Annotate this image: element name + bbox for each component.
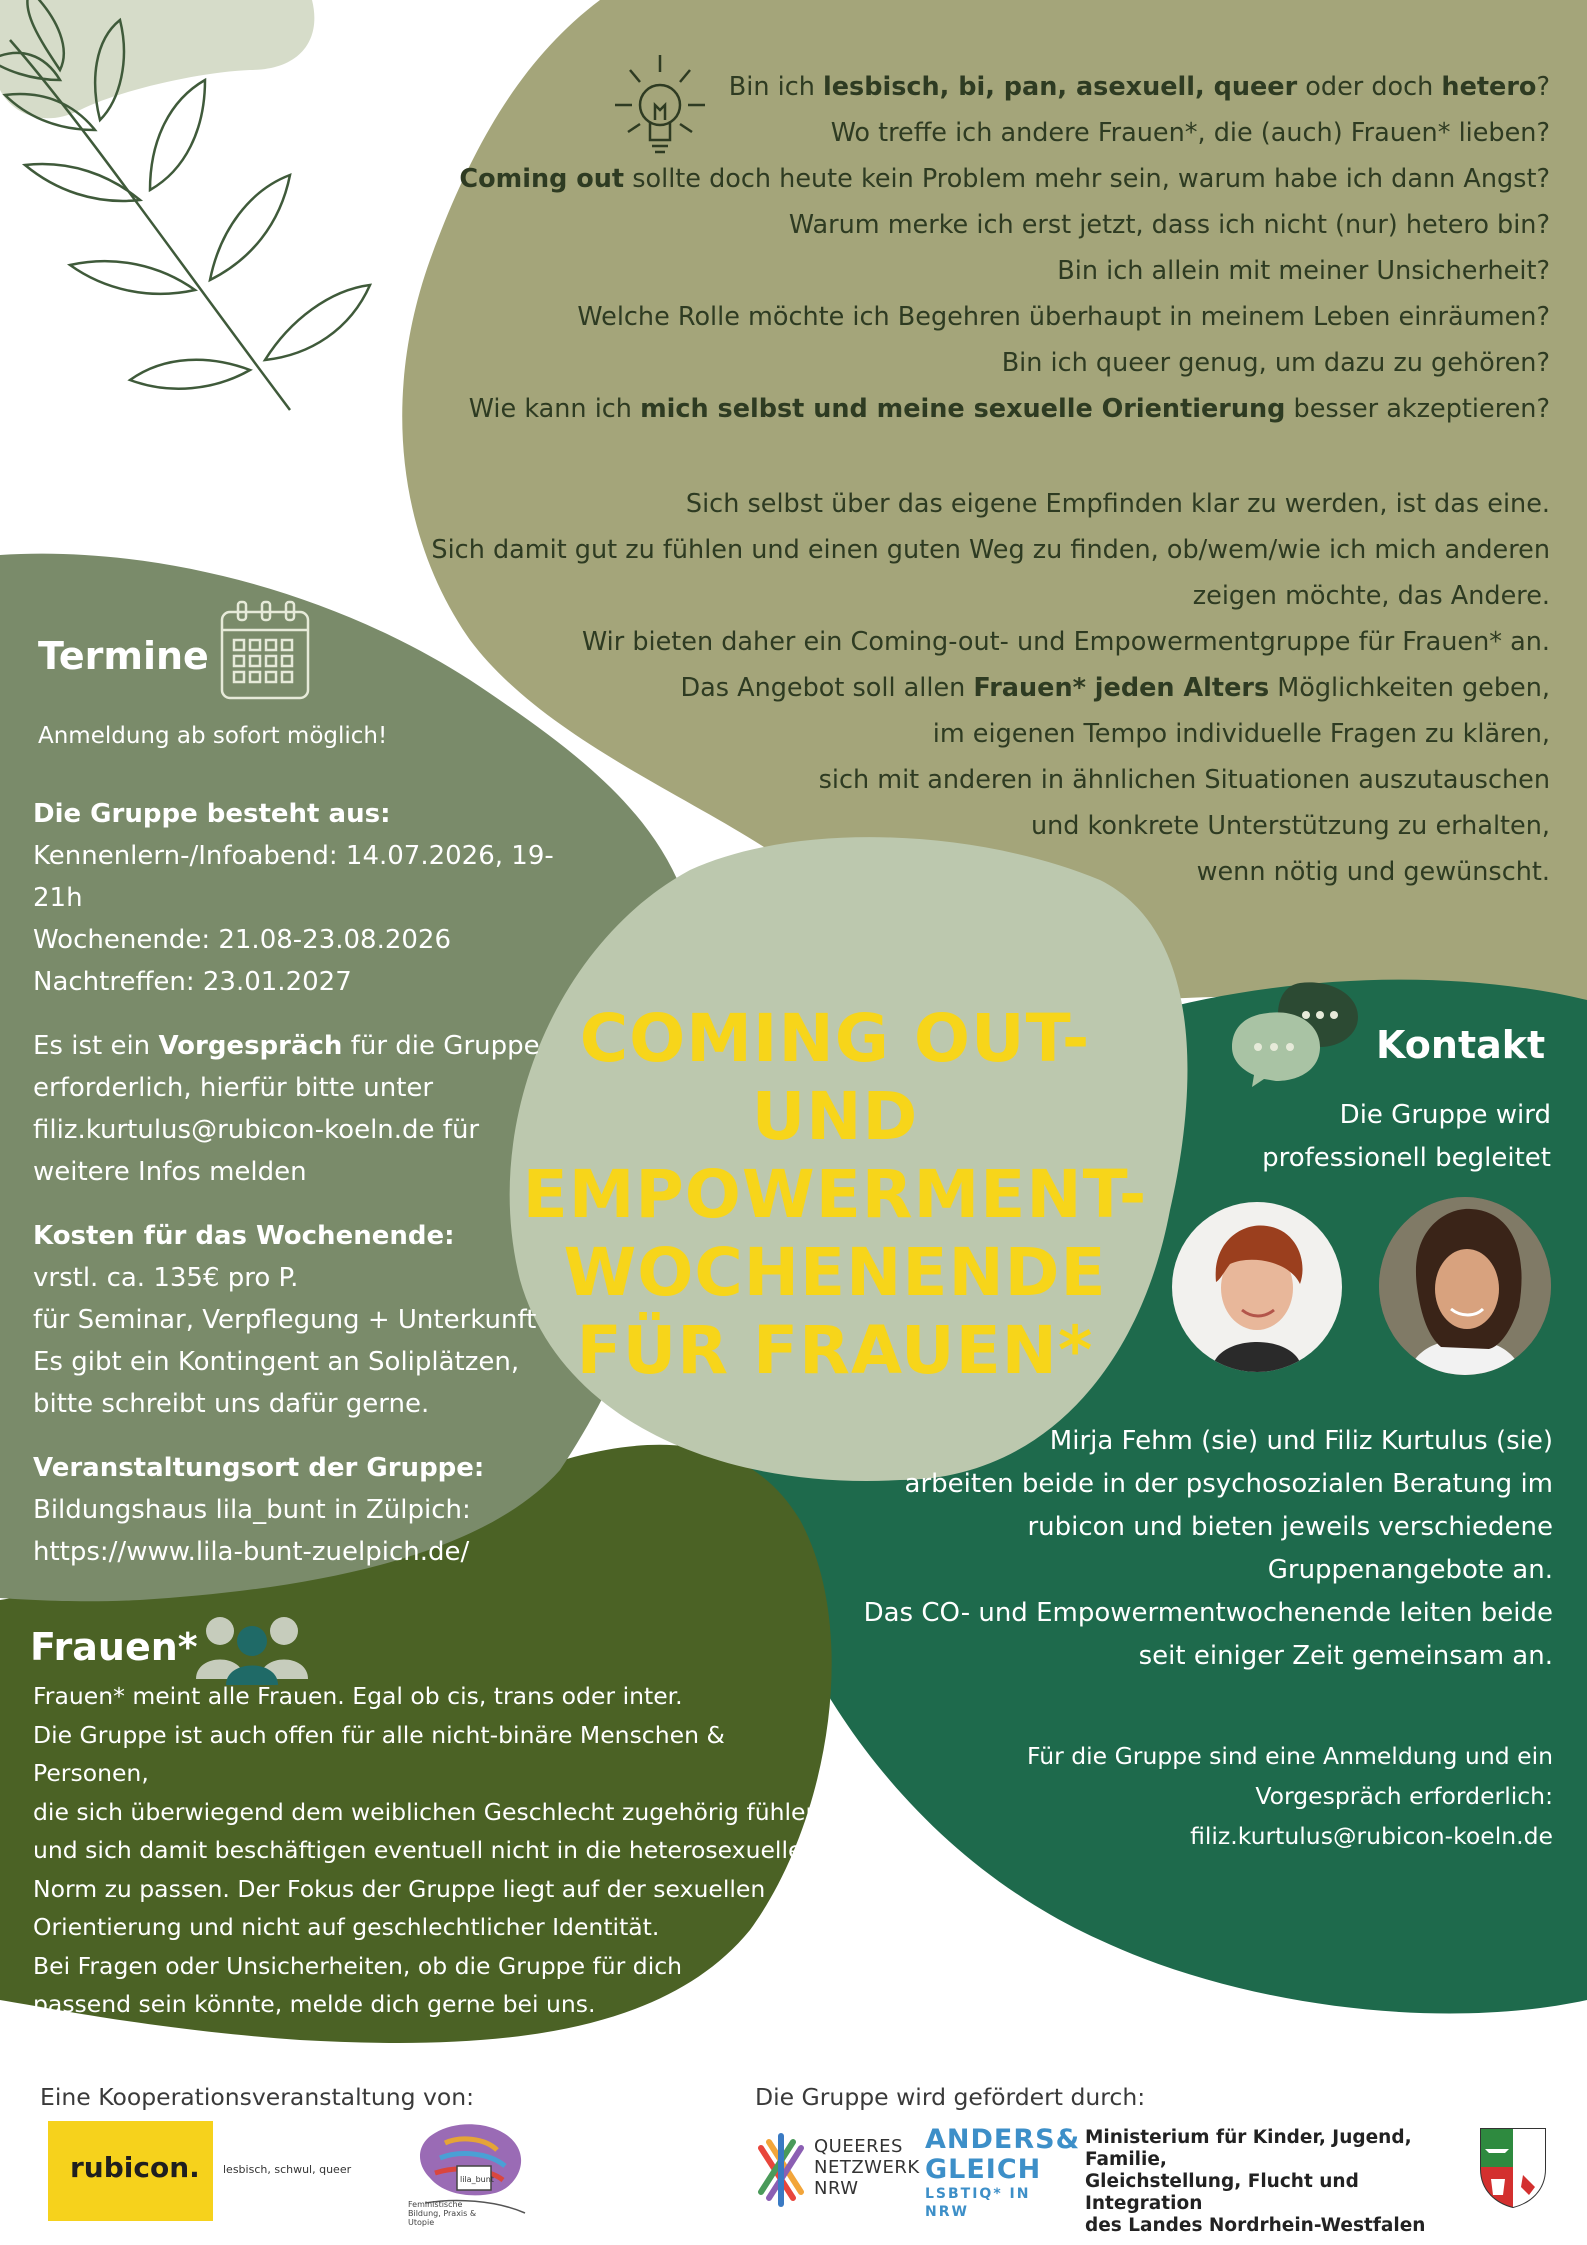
kontakt-contact xyxy=(933,1736,1553,1856)
kontakt-body xyxy=(813,1420,1553,1678)
termine-block-heading: Die Gruppe besteht aus: xyxy=(33,799,391,829)
termine-subtitle: Anmeldung ab sofort möglich! xyxy=(38,723,388,749)
question-line-segment: mich selbst und meine sexuelle Orientierung xyxy=(640,394,1286,424)
termine-line-segment: Es ist ein xyxy=(33,1031,159,1061)
frauen-body-line: Norm zu passen. Der Fokus der Gruppe liegt auf der sexuellen xyxy=(33,1874,766,1903)
question-line-segment: hetero xyxy=(1441,72,1537,102)
termine-block-line: Bildungshaus lila_bunt in Zülpich: xyxy=(33,1495,471,1525)
intro-line-segment: Frauen* jeden Alters xyxy=(973,673,1270,703)
rubicon-logo-text: rubicon. xyxy=(70,2151,200,2184)
headline-line: WOCHENENDE xyxy=(563,1234,1107,1311)
photo-mirja-fehm xyxy=(1172,1202,1342,1372)
termine-block xyxy=(33,1447,593,1573)
calendar-icon xyxy=(218,598,313,703)
kontakt-subtitle xyxy=(1151,1094,1551,1180)
question-line-segment: besser akzeptieren? xyxy=(1285,394,1550,424)
anders-gleich-logo xyxy=(925,2124,1081,2221)
intro-line-segment: Möglichkeiten geben, xyxy=(1269,673,1550,703)
frauen-body-line: Bei Fragen oder Unsicherheiten, ob die Gruppe für dich xyxy=(33,1951,683,1980)
termine-line-segment: filiz.kurtulus@rubicon-koeln.de für xyxy=(33,1115,480,1145)
intro-line-segment: wenn nötig und gewünscht. xyxy=(1196,857,1550,887)
intro-line-segment: Sich damit gut zu fühlen und einen guten Weg zu finden, ob/wem/wie ich mich anderen xyxy=(431,535,1550,565)
intro-line-segment: Das Angebot soll allen xyxy=(680,673,974,703)
question-line-segment: Coming out xyxy=(459,164,625,194)
intro-line xyxy=(400,711,1550,757)
frauen-title: Frauen* xyxy=(30,1625,198,1669)
questions-block xyxy=(420,64,1550,432)
termine-block xyxy=(33,793,593,1003)
ministry-line: des Landes Nordrhein-Westfalen xyxy=(1085,2215,1426,2236)
ministry-line: Gleichstellung, Flucht und Integration xyxy=(1085,2171,1359,2214)
termine-block-line: bitte schreibt uns dafür gerne. xyxy=(33,1389,430,1419)
termine-body xyxy=(33,793,593,1595)
intro-line-segment: Wir bieten daher ein Coming-out- und Empowermentgruppe für Frauen* an. xyxy=(582,627,1550,657)
termine-block-line: für Seminar, Verpflegung + Unterkunft xyxy=(33,1305,537,1335)
question-line-segment: Warum merke ich erst jetzt, dass ich nicht (nur) hetero bin? xyxy=(788,210,1550,240)
anders-line3: LSBTIQ* IN NRW xyxy=(925,2186,1031,2220)
question-line xyxy=(420,110,1550,156)
termine-block-line xyxy=(33,1067,593,1109)
ministry-logo-text xyxy=(1085,2127,1455,2237)
kontakt-body-line: Mirja Fehm (sie) und Filiz Kurtulus (sie) xyxy=(1049,1426,1553,1456)
people-group-icon xyxy=(192,1613,312,1685)
kontakt-body-line: rubicon und bieten jeweils verschiedene xyxy=(1027,1512,1553,1542)
termine-block-line: vrstl. ca. 135€ pro P. xyxy=(33,1263,299,1293)
termine-block-line xyxy=(33,1025,593,1067)
kontakt-subtitle-line: professionell begleitet xyxy=(1262,1143,1551,1173)
frauen-body-line: Frauen* meint alle Frauen. Egal ob cis, trans oder inter. xyxy=(33,1682,683,1710)
intro-line-segment: im eigenen Tempo individuelle Fragen zu klären, xyxy=(932,719,1550,749)
intro-line-segment: sich mit anderen in ähnlichen Situationen auszutauschen xyxy=(818,765,1550,795)
frauen-body-line: die sich überwiegend dem weiblichen Geschlecht zugehörig fühlen xyxy=(33,1797,821,1826)
intro-line xyxy=(400,527,1550,573)
termine-line-segment: für die Gruppe xyxy=(342,1031,540,1061)
termine-block-heading: Veranstaltungsort der Gruppe: xyxy=(33,1453,485,1483)
termine-block xyxy=(33,1215,593,1425)
question-line-segment: sollte doch heute kein Problem mehr sein, warum habe ich dann Angst? xyxy=(624,164,1550,194)
frauen-body-line: Orientierung und nicht auf geschlechtlicher Identität. xyxy=(33,1913,660,1941)
intro-line-segment: Sich selbst über das eigene Empfinden klar zu werden, ist das eine. xyxy=(685,489,1550,519)
queeres-netzwerk-text xyxy=(814,2136,920,2199)
question-line xyxy=(420,156,1550,202)
frauen-body-line: und sich damit beschäftigen eventuell nicht in die heterosexuelle xyxy=(33,1836,803,1864)
qn-line: QUEERES xyxy=(814,2136,903,2157)
qn-line: NETZWERK xyxy=(814,2157,920,2178)
termine-block-line: Wochenende: 21.08-23.08.2026 xyxy=(33,925,452,955)
chat-bubbles-icon xyxy=(1228,975,1363,1090)
funding-label: Die Gruppe wird gefördert durch: xyxy=(755,2083,1146,2111)
headline-line: COMING OUT- UND xyxy=(579,1000,1091,1155)
question-line-segment: Welche Rolle möchte ich Begehren überhaupt in meinem Leben einräumen? xyxy=(577,302,1550,332)
kontakt-email-link[interactable]: filiz.kurtulus@rubicon-koeln.de xyxy=(1190,1822,1553,1850)
question-line xyxy=(420,64,1550,110)
question-line-segment: Wie kann ich xyxy=(468,394,641,424)
termine-line-segment: erforderlich, hierfür bitte unter xyxy=(33,1073,434,1103)
termine-block-line xyxy=(33,1151,593,1193)
termine-block xyxy=(33,1025,593,1193)
cooperation-label: Eine Kooperationsveranstaltung von: xyxy=(40,2083,475,2111)
question-line xyxy=(420,386,1550,432)
kontakt-body-line: Das CO- und Empowermentwochenende leiten beide xyxy=(863,1598,1553,1628)
question-line-segment: Bin ich allein mit meiner Unsicherheit? xyxy=(1057,256,1550,286)
frauen-body-line: Die Gruppe ist auch offen für alle nicht-binäre Menschen & Personen, xyxy=(33,1720,725,1787)
kontakt-body-line: Gruppenangebote an. xyxy=(1267,1555,1553,1585)
question-line xyxy=(420,202,1550,248)
nrw-coat-of-arms-icon xyxy=(1477,2125,1549,2210)
headline-line: EMPOWERMENT- xyxy=(522,1156,1148,1233)
question-line-segment: lesbisch, bi, pan, asexuell, queer xyxy=(823,72,1298,102)
frauen-body-line: passend sein könnte, melde dich gerne bei uns. xyxy=(33,1990,596,2018)
rubicon-logo xyxy=(48,2121,213,2221)
lila-bunt-sign: lila_bunt xyxy=(460,2175,494,2184)
question-line xyxy=(420,340,1550,386)
photo-filiz-kurtulus xyxy=(1379,1197,1551,1375)
termine-block-line: Es gibt ein Kontingent an Soliplätzen, xyxy=(33,1347,520,1377)
intro-line xyxy=(400,573,1550,619)
intro-line xyxy=(400,619,1550,665)
anders-line2: GLEICH xyxy=(925,2154,1042,2185)
intro-line-segment: und konkrete Unterstützung zu erhalten, xyxy=(1030,811,1550,841)
anders-line1: ANDERS& xyxy=(925,2124,1081,2155)
intro-line-segment: zeigen möchte, das Andere. xyxy=(1192,581,1550,611)
question-line xyxy=(420,248,1550,294)
question-line-segment: Wo treffe ich andere Frauen*, die (auch) Frauen* lieben? xyxy=(830,118,1550,148)
kontakt-title: Kontakt xyxy=(1376,1023,1546,1067)
headline-line: FÜR FRAUEN* xyxy=(576,1312,1094,1389)
ministry-line: Ministerium für Kinder, Jugend, Familie, xyxy=(1085,2127,1412,2170)
termine-title: Termine xyxy=(38,634,209,678)
frauen-body xyxy=(33,1677,833,2024)
kontakt-body-line: seit einiger Zeit gemeinsam an. xyxy=(1138,1641,1553,1671)
termine-block-line[interactable]: https://www.lila-bunt-zuelpich.de/ xyxy=(33,1537,470,1567)
termine-block-line: Nachtreffen: 23.01.2027 xyxy=(33,967,352,997)
kontakt-contact-line: Vorgespräch erforderlich: xyxy=(1255,1782,1553,1810)
termine-block-line: Kennenlern-/Infoabend: 14.07.2026, 19-21h xyxy=(33,841,554,913)
question-line-segment: oder doch xyxy=(1297,72,1442,102)
question-line-segment: Bin ich queer genug, um dazu zu gehören? xyxy=(1001,348,1550,378)
kontakt-contact-line: Für die Gruppe sind eine Anmeldung und ein xyxy=(1026,1742,1553,1770)
main-headline xyxy=(515,1000,1155,1390)
termine-block-line xyxy=(33,1109,593,1151)
question-line xyxy=(420,294,1550,340)
rubicon-tagline: lesbisch, schwul, queer xyxy=(223,2163,352,2176)
question-line-segment: Bin ich xyxy=(728,72,824,102)
termine-block-heading: Kosten für das Wochenende: xyxy=(33,1221,455,1251)
kontakt-body-line: arbeiten beide in der psychosozialen Beratung im xyxy=(904,1469,1553,1499)
question-line-segment: ? xyxy=(1536,72,1550,102)
kontakt-subtitle-line: Die Gruppe wird xyxy=(1339,1100,1551,1130)
lila-bunt-caption: Feministische Bildung, Praxis & Utopie xyxy=(408,2200,477,2227)
termine-line-segment: weitere Infos melden xyxy=(33,1157,307,1187)
intro-line xyxy=(400,481,1550,527)
termine-line-segment: Vorgespräch xyxy=(158,1031,343,1061)
intro-line xyxy=(400,665,1550,711)
qn-line: NRW xyxy=(814,2178,859,2199)
leaf-blob xyxy=(0,0,314,118)
